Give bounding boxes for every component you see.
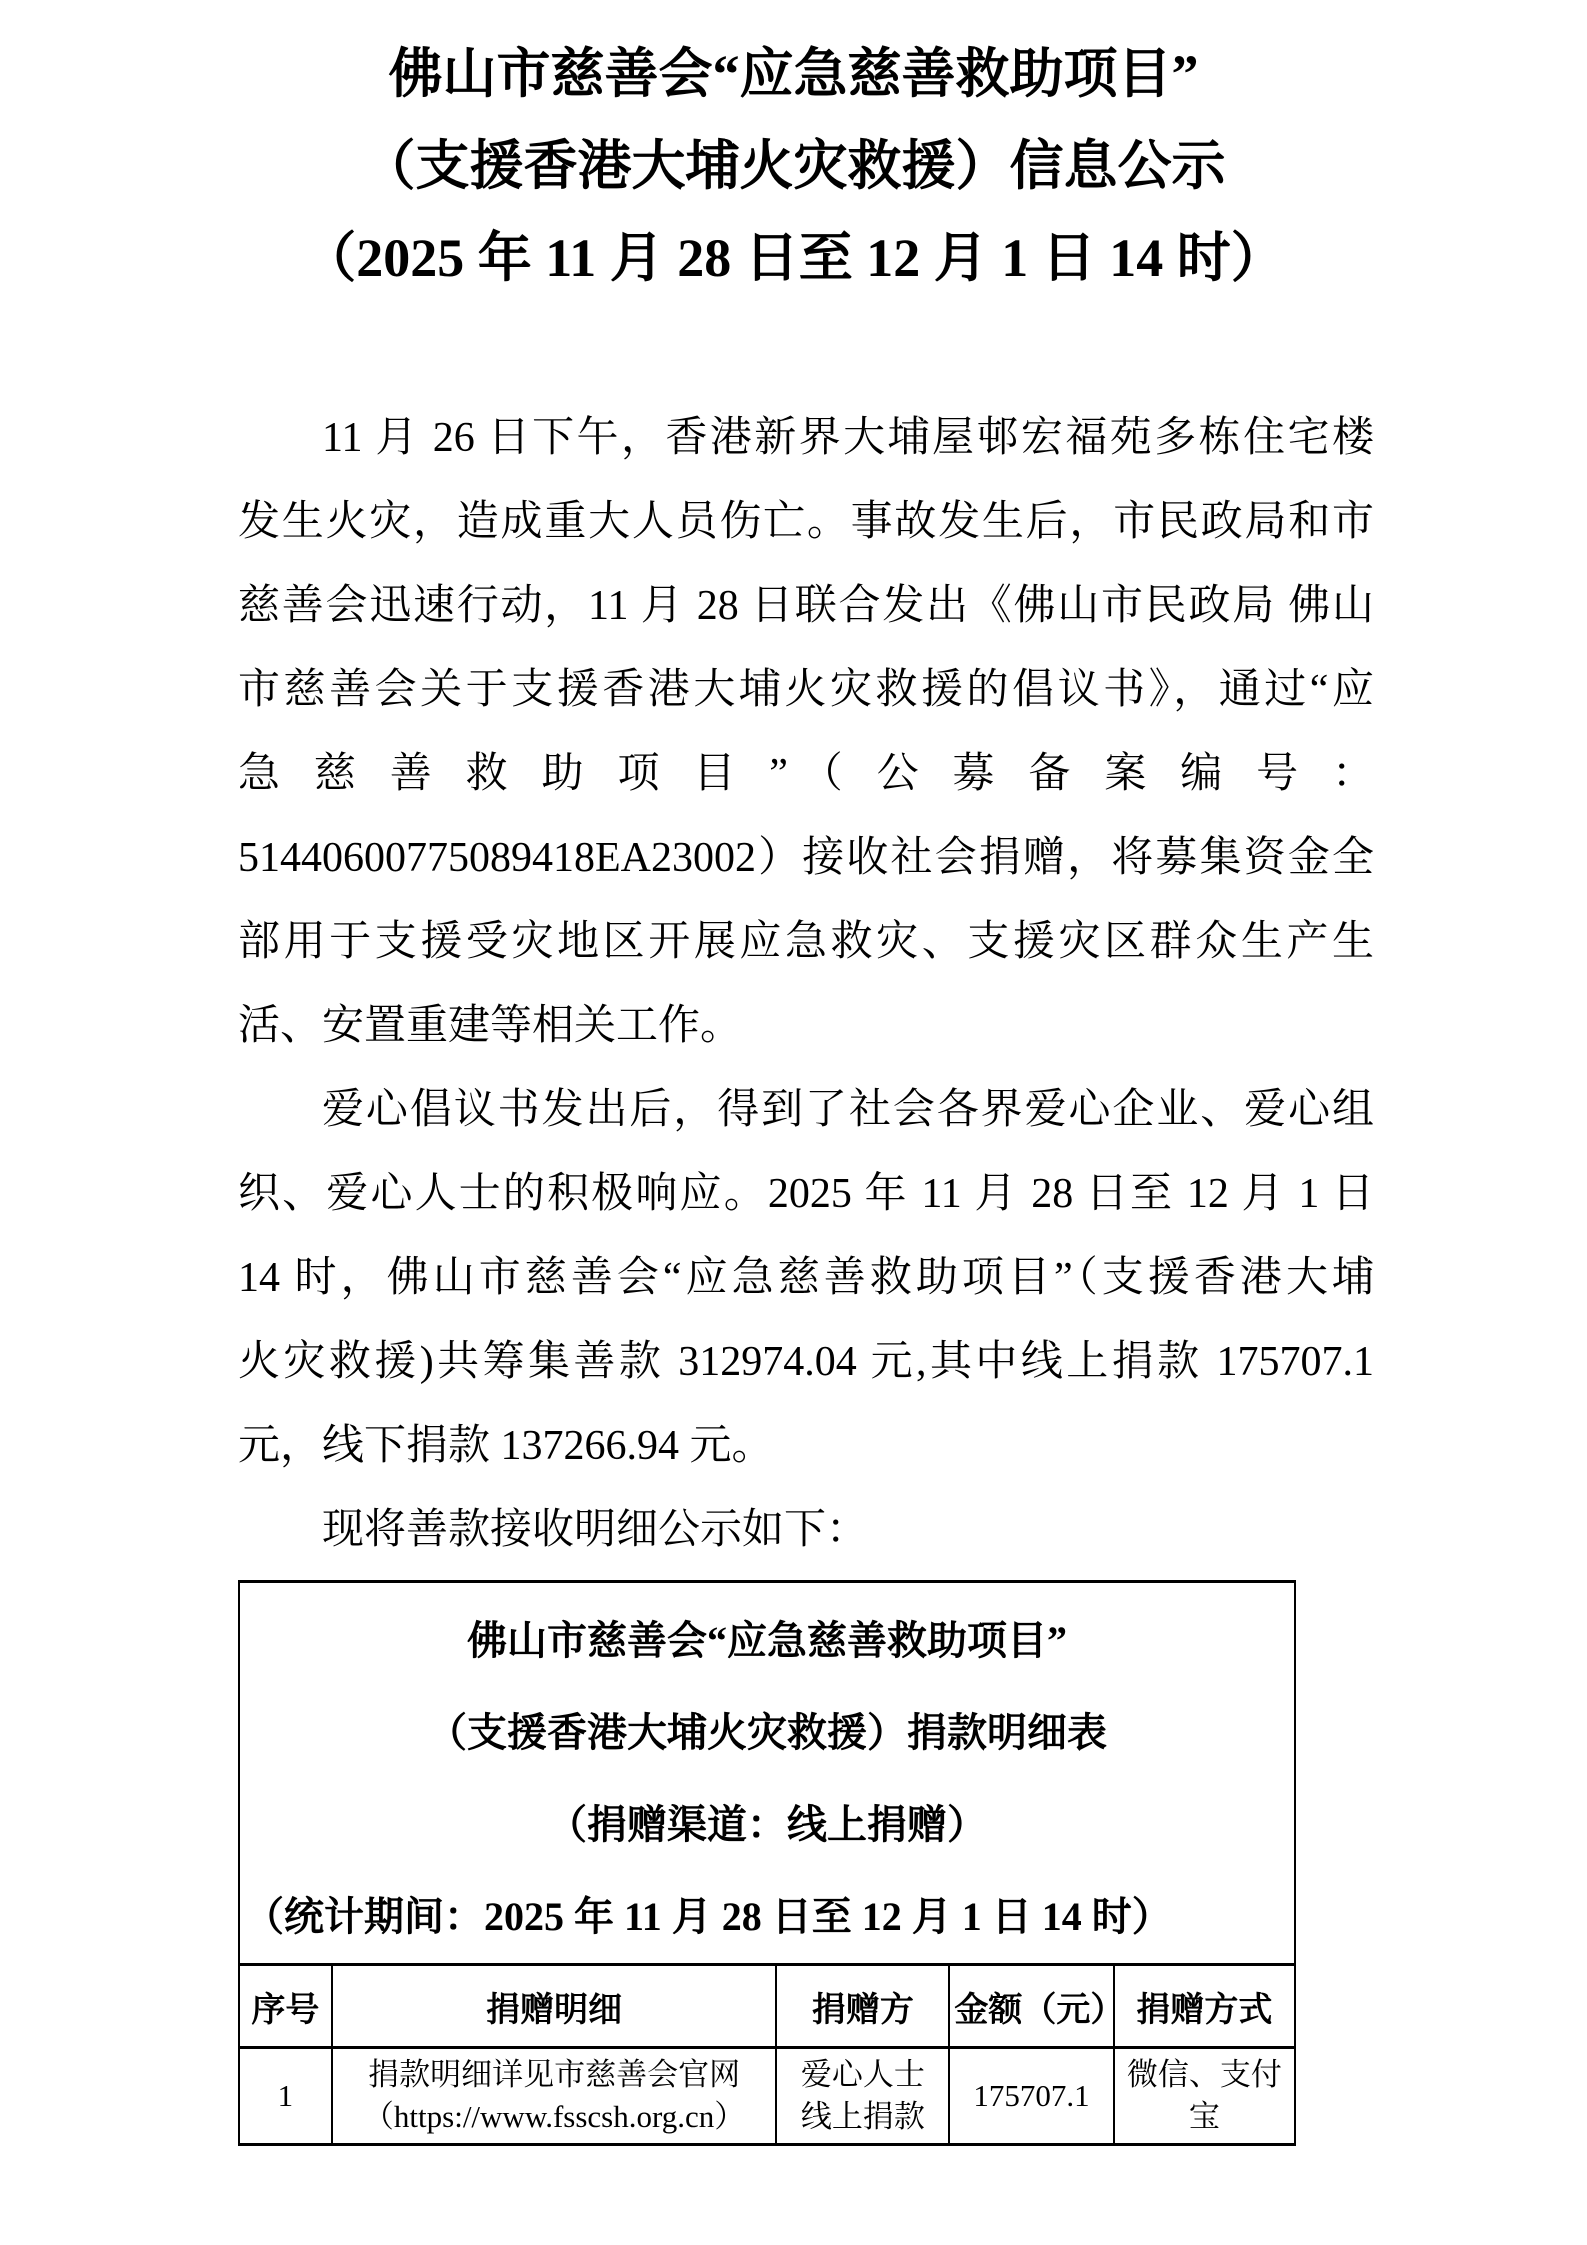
table-title-line: （统计期间：2025 年 11 月 28 日至 12 月 1 日 14 时） (244, 1894, 1172, 1939)
body-line: 部用于支援受灾地区开展应急救灾、支援灾区群众生产生 (238, 919, 1374, 965)
table-title-line: （支援香港大埔火灾救援）捐款明细表 (427, 1710, 1107, 1755)
table-row (240, 2048, 1294, 2144)
col-header-donor: 捐赠方 (776, 1965, 949, 2048)
body-line: 慈善会迅速行动，11 月 28 日联合发出《佛山市民政局 佛山 (238, 583, 1374, 629)
cell-no: 1 (240, 2048, 332, 2144)
cell-detail-line-1: 捐款明细详见市慈善会官网 (368, 2057, 741, 2092)
table-title-line: （捐赠渠道：线上捐赠） (547, 1802, 987, 1847)
donation-table (240, 1963, 1294, 2143)
cell-donor-line-1: 爱心人士 (800, 2057, 925, 2092)
document-content (238, 396, 1374, 2146)
body-line: 14 时，佛山市慈善会“应急慈善救助项目”（支援香港大埔 (238, 1255, 1374, 1301)
title-line-3: （2025 年 11 月 28 日至 12 月 1 日 14 时） (302, 228, 1285, 288)
col-header-amount: 金额（元） (949, 1965, 1113, 2048)
cell-amount: 175707.1 (949, 2048, 1113, 2144)
table-title-line: 佛山市慈善会“应急慈善救助项目” (467, 1618, 1067, 1663)
col-header-no: 序号 (240, 1965, 332, 2048)
table-title-block (240, 1583, 1294, 1963)
col-header-detail: 捐赠明细 (332, 1965, 777, 2048)
donation-table-box (238, 1580, 1296, 2146)
cell-method: 微信、支付宝 (1114, 2048, 1294, 2144)
title-line-1: 佛山市慈善会“应急慈善救助项目” (388, 44, 1199, 104)
body-line: 51440600775089418EA23002）接收社会捐赠，将募集资金全 (238, 835, 1374, 881)
col-header-method: 捐赠方式 (1114, 1965, 1294, 2048)
body-line: 活、安置重建等相关工作。 (238, 1003, 743, 1049)
cell-donor-line-2: 线上捐款 (800, 2099, 925, 2134)
document-title (0, 0, 1587, 304)
table-header-row (240, 1965, 1294, 2048)
title-line-2: （支援香港大埔火灾救援）信息公示 (361, 136, 1226, 196)
body-paragraphs (238, 396, 1374, 1572)
body-line: 11 月 26 日下午，香港新界大埔屋邨宏福苑多栋住宅楼 (322, 415, 1374, 461)
body-line: 爱心倡议书发出后，得到了社会各界爱心企业、爱心组 (322, 1087, 1374, 1133)
body-line: 市慈善会关于支援香港大埔火灾救援的倡议书》，通过“应 (238, 667, 1374, 713)
cell-donor (776, 2048, 949, 2144)
body-line: 发生火灾，造成重大人员伤亡。事故发生后，市民政局和市 (238, 499, 1374, 545)
cell-detail-url: （https://www.fsscsh.org.cn） (362, 2099, 746, 2134)
body-line: 织、爱心人士的积极响应。2025 年 11 月 28 日至 12 月 1 日 (238, 1171, 1374, 1217)
body-line: 急慈善救助项目”（公募备案编号： (238, 751, 1374, 797)
body-line: 元，线下捐款 137266.94 元。 (238, 1423, 774, 1469)
cell-detail (332, 2048, 777, 2144)
body-line: 火灾救援)共筹集善款 312974.04 元,其中线上捐款 175707.1 (238, 1339, 1374, 1385)
body-line: 现将善款接收明细公示如下： (322, 1507, 869, 1553)
